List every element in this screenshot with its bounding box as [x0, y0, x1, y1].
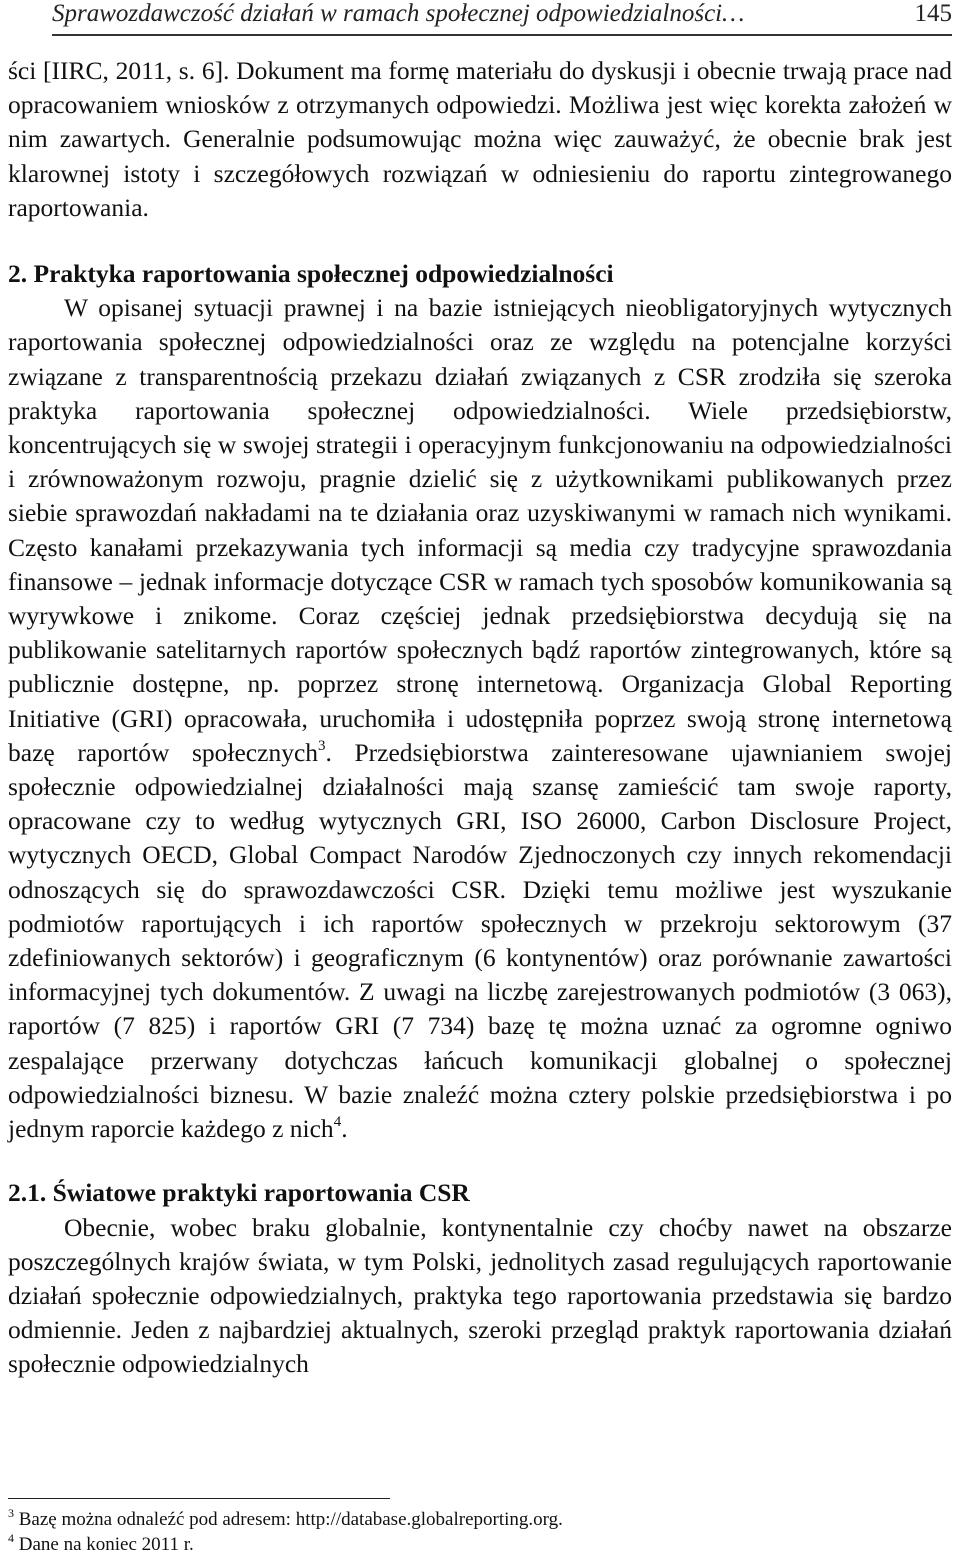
running-header	[52, 0, 952, 36]
section-2-1-heading: 2.1. Światowe praktyki raportowania CSR	[8, 1178, 470, 1208]
footnote-text: Bazę można odnaleźć pod adresem: http://database.globalreporting.org.	[18, 1509, 563, 1530]
body-text	[8, 54, 952, 1382]
footnote-text: Dane na koniec 2011 r.	[18, 1534, 194, 1555]
section-2-1-paragraph: Obecnie, wobec braku globalnie, kontynentalnie czy choćby nawet na obszarze poszczególnych krajów świata, w tym Polski, jednolitych zasad regulujących raportowanie działań społecznie odpowiedzialnych, praktyka tego raportowania przedstawia się bardzo odmiennie. Jeden z najbardziej aktualnych, szeroki przegląd praktyk raportowania działań społecznie odpowiedzialnych	[8, 1212, 952, 1379]
running-title: Sprawozdawczość działań w ramach społecznej odpowiedzialności…	[52, 0, 745, 27]
footnote-ref-4[interactable]: 4	[333, 1114, 342, 1131]
spacer	[8, 225, 952, 257]
section-2-heading: 2. Praktyka raportowania społecznej odpowiedzialności	[8, 259, 614, 289]
section-2-text-a: W opisanej sytuacji prawnej i na bazie istniejących nieobligatoryjnych wytycznych raportowania społecznej odpowiedzialności oraz ze względu na potencjalne korzyści związane z transparentnością przekazu działań związanych z CSR zrodziła się szeroka praktyka raportowania społecznej odpowiedzialności. Wiele przedsiębiorstw, koncentrujących się w swojej strategii i operacyjnym funkcjonowaniu na odpowiedzialności i zrównoważonym rozwoju, pragnie dzielić się z użytkownikami publikowanych przez siebie sprawozdań nakładami na te działania oraz uzyskiwanymi w ramach nich wynikami. Często kanałami przekazywania tych informacji są media czy tradycyjne sprawozdania finansowe – jednak informacje dotyczące CSR w ramach tych sposobów komunikowania są wyrywkowe i znikome. Coraz częściej jednak przedsiębiorstwa decydują się na publikowanie satelitarnych raportów społecznych bądź raportów zintegrowanych, które są publicznie dostępne, np. poprzez stronę internetową. Organizacja Global Reporting Initiative (GRI) opracowała, uruchomiła i udostępniła poprzez swoją stronę internetową bazę raportów społecznych	[8, 293, 952, 767]
section-2-text-b: . Przedsiębiorstwa zainteresowane ujawnianiem swojej społecznie odpowiedzialnej działalności mają szansę zamieścić tam swoje raporty, opracowane czy to według wytycznych GRI, ISO 26000, Carbon Disclosure Project, wytycznych OECD, Global Compact Narodów Zjednoczonych czy innych rekomendacji odnoszących się do sprawozdawczości CSR. Dzięki temu możliwe jest wyszukanie podmiotów raportujących i ich raportów społecznych w przekroju sektorowym (37 zdefiniowanych sektorów) i geograficznym (6 kontynentów) oraz porównanie zawartości informacyjnej tych dokumentów. Z uwagi na liczbę zarejestrowanych podmiotów (3 063), raportów (7 825) i raportów GRI (7 734) bazę tę można uznać za ogromne ogniwo zespalające przerwany dotychczas łańcuch komunikacji globalnej o społecznej odpowiedzialności biznesu. W bazie znaleźć można cztery polskie przedsiębiorstwa i po jednym raporcie każdego z nich	[8, 737, 952, 1144]
section-2-paragraph	[8, 291, 952, 1146]
footnote-3	[8, 1507, 952, 1532]
footnote-4	[8, 1532, 952, 1557]
footnote-number: 4	[8, 1531, 14, 1545]
footnotes	[8, 1498, 952, 1557]
footnote-ref-3[interactable]: 3	[318, 737, 326, 754]
intro-paragraph: ści [IIRC, 2011, s. 6]. Dokument ma formę materiału do dyskusji i obecnie trwają prace nad opracowaniem wniosków z otrzymanych odpowiedzi. Możliwa jest więc korekta założeń w nim zawartych. Generalnie podsumowując można więc zauważyć, że obecnie brak jest klarownej istoty i szczegółowych rozwiązań w odniesieniu do raportu zintegrowanego raportowania.	[8, 56, 952, 222]
page-number: 145	[914, 0, 952, 27]
section-2-text-end: .	[341, 1114, 348, 1144]
footnote-rule	[8, 1498, 390, 1499]
footnote-number: 3	[8, 1506, 14, 1520]
spacer	[8, 1146, 952, 1176]
